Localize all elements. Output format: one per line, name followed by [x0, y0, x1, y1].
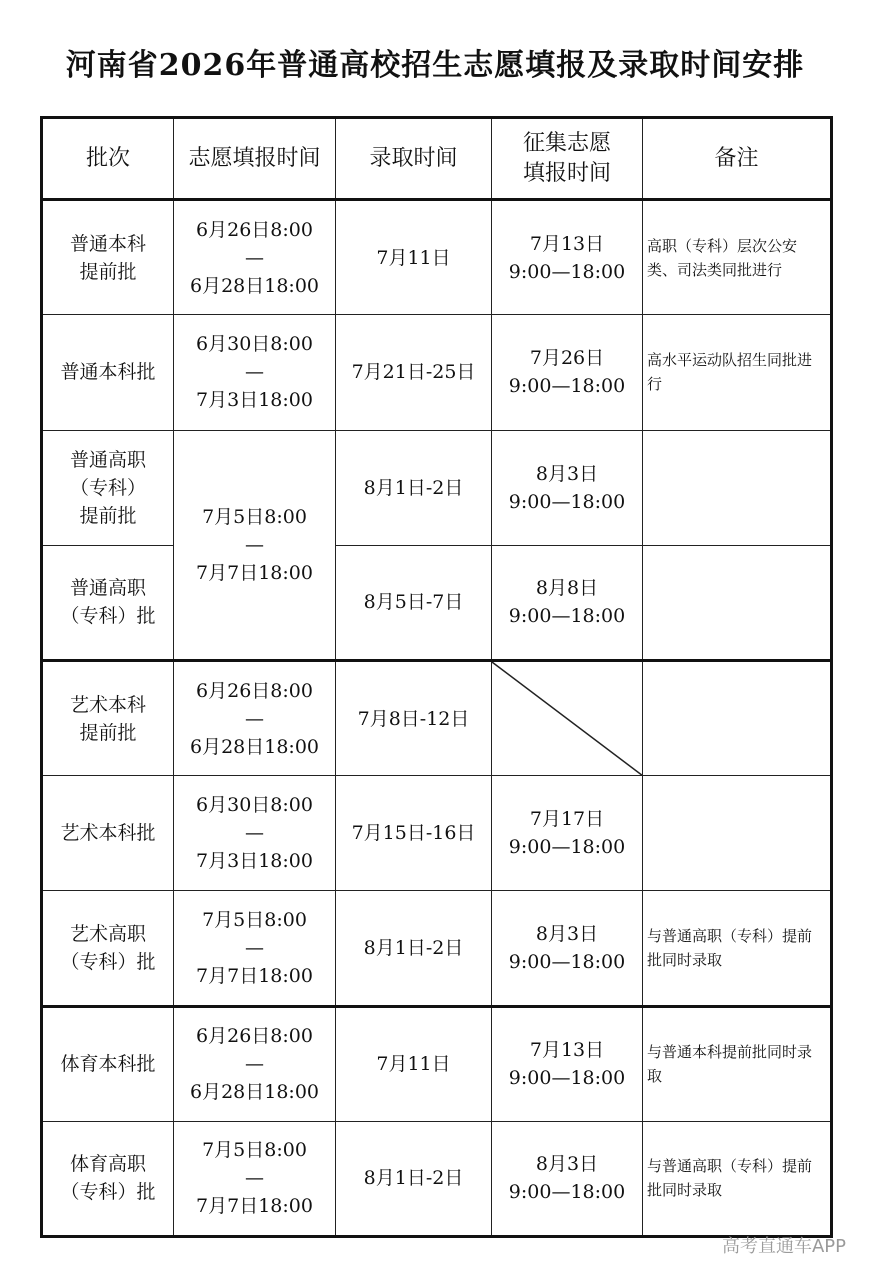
batch-line: （专科）批 — [60, 1181, 156, 1204]
batch-cell — [42, 315, 174, 430]
collect-hours: 9:00—18:00 — [508, 605, 626, 628]
note-cell — [643, 545, 832, 660]
fill-end: 6月28日18:00 — [189, 735, 320, 758]
fill-time-cell — [174, 1006, 336, 1121]
batch-cell — [42, 1121, 174, 1236]
fill-end: 7月7日18:00 — [196, 1195, 313, 1218]
collect-time-cell — [492, 315, 643, 430]
admit-time-cell: 8月1日-2日 — [336, 1121, 492, 1236]
batch-line: 体育高职 — [69, 1153, 146, 1176]
batch-cell — [42, 891, 174, 1006]
fill-end: 7月7日18:00 — [196, 561, 313, 584]
table-row — [42, 1006, 832, 1121]
schedule-table — [40, 116, 833, 1238]
fill-dash: — — [245, 822, 264, 845]
fill-time-cell — [174, 891, 336, 1006]
header-note: 备注 — [643, 118, 832, 200]
fill-time-cell — [174, 660, 336, 775]
batch-cell — [42, 1006, 174, 1121]
collect-time-cell — [492, 545, 643, 660]
collect-time-cell — [492, 430, 643, 545]
collect-hours: 9:00—18:00 — [508, 950, 626, 973]
app-watermark: 高考直通车APP — [721, 1236, 846, 1257]
collect-date: 7月26日 — [529, 347, 605, 370]
fill-time-cell — [174, 776, 336, 891]
batch-line: 艺术本科批 — [60, 822, 156, 845]
batch-cell — [42, 200, 174, 315]
collect-hours: 9:00—18:00 — [508, 1181, 626, 1204]
collect-date: 8月3日 — [535, 922, 599, 945]
fill-time-cell — [174, 430, 336, 660]
note-cell — [643, 776, 832, 891]
collect-hours: 9:00—18:00 — [508, 260, 626, 283]
table-header-row — [42, 118, 832, 200]
note-cell: 高职（专科）层次公安类、司法类同批进行 — [643, 200, 832, 315]
batch-line: 提前批 — [79, 504, 137, 527]
batch-cell — [42, 545, 174, 660]
fill-time-cell — [174, 200, 336, 315]
collect-date: 8月8日 — [535, 577, 599, 600]
fill-dash: — — [245, 1167, 264, 1190]
batch-line: 艺术本科 — [69, 693, 146, 716]
header-admit-time: 录取时间 — [336, 118, 492, 200]
collect-time-cell-empty — [492, 660, 643, 775]
fill-start: 6月30日8:00 — [196, 333, 313, 356]
fill-start: 7月5日8:00 — [202, 908, 307, 931]
collect-date: 7月17日 — [529, 808, 605, 831]
header-collect-line-2: 填报时间 — [522, 160, 611, 186]
batch-cell — [42, 660, 174, 775]
batch-line: 提前批 — [79, 721, 137, 744]
note-cell: 与普通高职（专科）提前批同时录取 — [643, 891, 832, 1006]
table-row — [42, 660, 832, 775]
admit-time-cell: 7月8日-12日 — [336, 660, 492, 775]
fill-end: 7月7日18:00 — [196, 964, 313, 987]
collect-time-cell — [492, 891, 643, 1006]
table-row — [42, 545, 832, 660]
table-row — [42, 430, 832, 545]
fill-dash: — — [245, 533, 264, 556]
note-cell: 高水平运动队招生同批进行 — [643, 315, 832, 430]
page-title: 河南省2026年普通高校招生志愿填报及录取时间安排 — [65, 48, 805, 83]
fill-end: 7月3日18:00 — [196, 850, 313, 873]
fill-time-cell — [174, 1121, 336, 1236]
batch-line: （专科） — [69, 476, 146, 499]
batch-line: 提前批 — [79, 260, 137, 283]
diagonal-slash — [492, 662, 642, 775]
fill-start: 7月5日8:00 — [202, 1139, 307, 1162]
fill-dash: — — [245, 246, 264, 269]
fill-dash: — — [245, 707, 264, 730]
collect-time-cell — [492, 1121, 643, 1236]
note-cell: 与普通本科提前批同时录取 — [643, 1006, 832, 1121]
fill-end: 6月28日18:00 — [189, 274, 320, 297]
fill-dash: — — [245, 936, 264, 959]
fill-start: 6月26日8:00 — [196, 218, 313, 241]
fill-end: 7月3日18:00 — [196, 389, 313, 412]
table-row — [42, 891, 832, 1006]
header-collect-time — [492, 118, 643, 200]
note-cell — [643, 430, 832, 545]
fill-time-cell — [174, 315, 336, 430]
header-collect-line-1: 征集志愿 — [522, 130, 611, 156]
note-cell: 与普通高职（专科）提前批同时录取 — [643, 1121, 832, 1236]
admit-time-cell: 7月21日-25日 — [336, 315, 492, 430]
batch-line: 普通高职 — [69, 448, 146, 471]
collect-date: 8月3日 — [535, 1153, 599, 1176]
collect-date: 8月3日 — [535, 462, 599, 485]
collect-time-cell — [492, 1006, 643, 1121]
fill-end: 6月28日18:00 — [189, 1081, 320, 1104]
fill-start: 6月30日8:00 — [196, 794, 313, 817]
batch-line: 体育本科批 — [60, 1053, 156, 1076]
collect-date: 7月13日 — [529, 232, 605, 255]
admit-time-cell: 8月1日-2日 — [336, 430, 492, 545]
admit-time-cell: 7月11日 — [336, 1006, 492, 1121]
batch-line: （专科）批 — [60, 950, 156, 973]
collect-time-cell — [492, 776, 643, 891]
batch-line: （专科）批 — [60, 605, 156, 628]
collect-hours: 9:00—18:00 — [508, 836, 626, 859]
collect-hours: 9:00—18:00 — [508, 490, 626, 513]
collect-time-cell — [492, 200, 643, 315]
table-row — [42, 315, 832, 430]
fill-dash: — — [245, 1053, 264, 1076]
header-batch: 批次 — [42, 118, 174, 200]
table-row — [42, 200, 832, 315]
batch-cell — [42, 776, 174, 891]
batch-line: 普通本科批 — [60, 361, 156, 384]
admit-time-cell: 8月1日-2日 — [336, 891, 492, 1006]
batch-line: 普通本科 — [69, 232, 146, 255]
fill-dash: — — [245, 361, 264, 384]
batch-cell — [42, 430, 174, 545]
note-cell — [643, 660, 832, 775]
admit-time-cell: 7月11日 — [336, 200, 492, 315]
fill-start: 7月5日8:00 — [202, 505, 307, 528]
batch-line: 普通高职 — [69, 577, 146, 600]
fill-start: 6月26日8:00 — [196, 679, 313, 702]
table-row — [42, 776, 832, 891]
table-row — [42, 1121, 832, 1236]
collect-hours: 9:00—18:00 — [508, 375, 626, 398]
fill-start: 6月26日8:00 — [196, 1025, 313, 1048]
admit-time-cell: 8月5日-7日 — [336, 545, 492, 660]
batch-line: 艺术高职 — [69, 922, 146, 945]
header-fill-time: 志愿填报时间 — [174, 118, 336, 200]
collect-hours: 9:00—18:00 — [508, 1067, 626, 1090]
admit-time-cell: 7月15日-16日 — [336, 776, 492, 891]
collect-date: 7月13日 — [529, 1039, 605, 1062]
